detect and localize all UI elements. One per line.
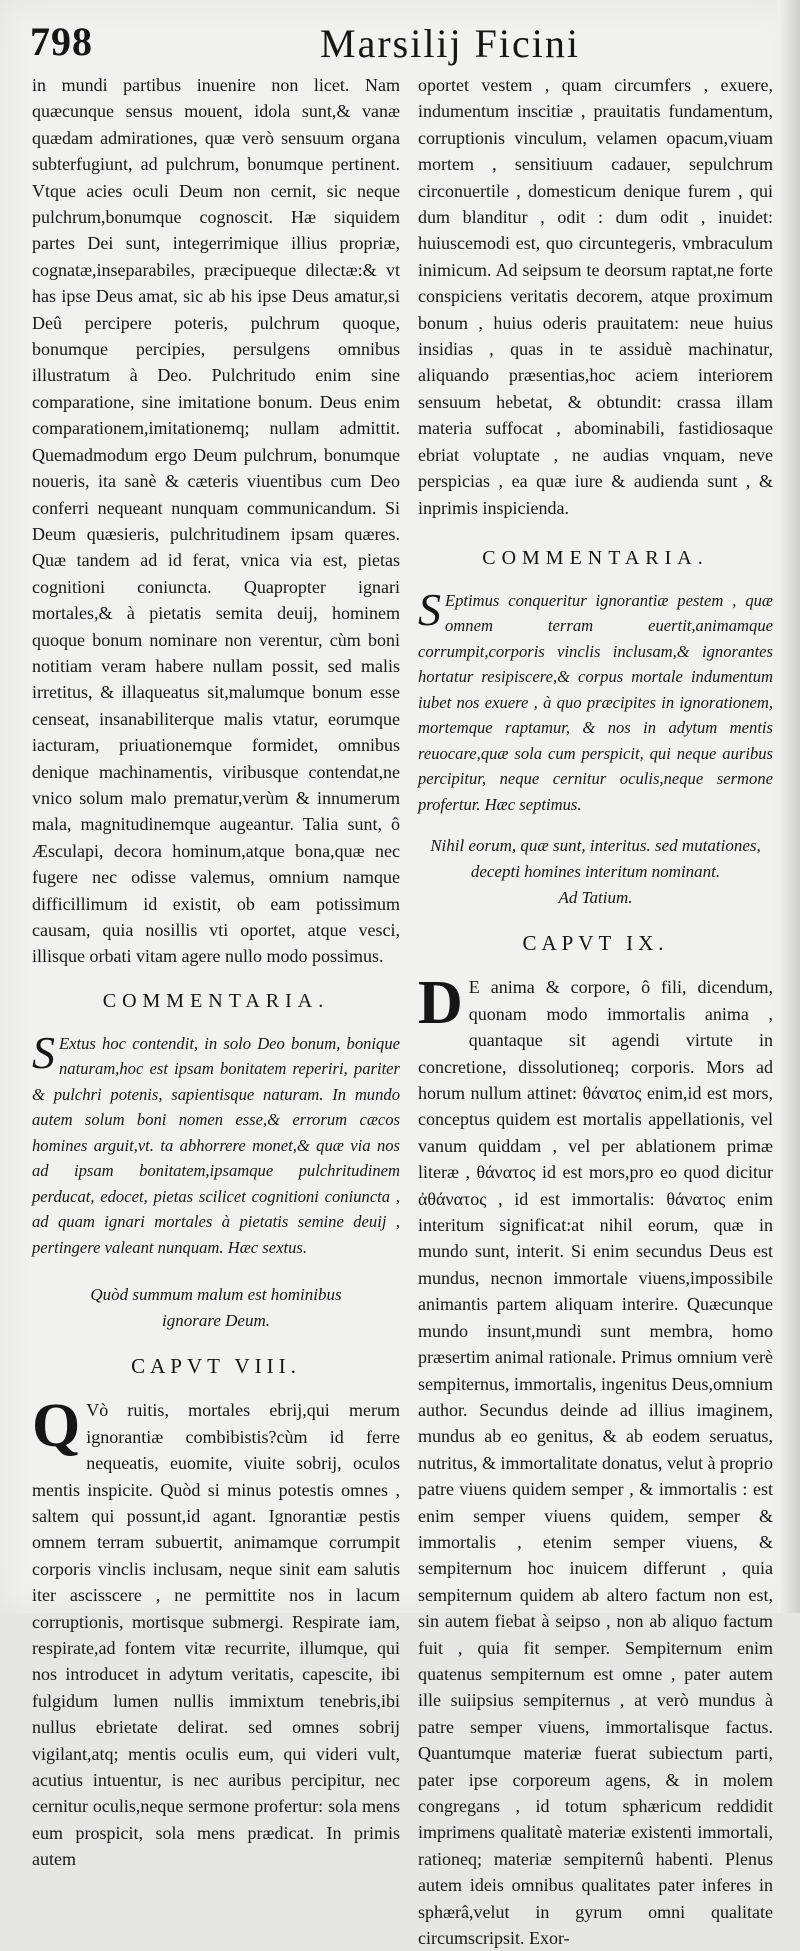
right-column: [418, 72, 773, 1951]
commentary-block: [32, 1026, 400, 1261]
drop-cap: S: [32, 1026, 55, 1078]
chapter-lemma: Quòd summum malum est hominibus ignorare Deum.: [90, 1285, 342, 1331]
chapter-lemma-sub: Ad Tatium.: [558, 888, 633, 908]
drop-cap: S: [418, 583, 441, 635]
page-gutter-shadow: [778, 0, 800, 1613]
drop-cap: Q: [32, 1392, 81, 1461]
page-number: 798: [30, 19, 93, 64]
commentaria-heading: COMMENTARIA.: [482, 546, 709, 569]
chapter-heading: CAPVT IX.: [522, 931, 669, 956]
commentary-block: [418, 583, 773, 818]
body-paragraph: oportet vestem , quam circumfers , exuere, indumentum inscitiæ , prauitatis fundamentum, corruptionis vinculum, velamen opacum,viuam mortem , sensitiuum cadauer, sepulchrum circonuertile , domesticum denique furem , qui dum blanditur , odit : dum odit , inuidet: huiuscemodi est, quo circuntegeris, vmbraculum inimicum. Ad seipsum te deorsum raptat,ne forte conspiciens veritatis decorem, atque proximum bonum , huius oderis prauitatem: neue huius insidias , quas in te assiduè machinatur, aliquando præsentias,hoc aciem interiorem sensuum hebetat, & obtundit: crassa illam materia suffocat , abominabili, fastidiosaque ebriat voluptate , ne audias vnquam, neve perspicias , ea quæ iure & audienda sunt , & inprimis inspicienda.: [418, 75, 773, 518]
commentary-text: Eptimus conqueritur ignorantiæ pestem , quæ omnem terram euertit,animamque corrumpit,corporis vinclis inclusam,& ignorantes hortatur resipiscere,& corpus mortale indumentum iubet nos exuere , à quo præcipites in ignorationem, mortemque raptamur, & nos in adytum mentis reuocare,quæ sola cum perspicit, qui neque auribus percipitur, neque cernitur oculis,neque sermone profertur. Hæc septimus.: [418, 590, 773, 814]
left-column: [32, 72, 400, 1873]
chapter-heading: CAPVT VIII.: [131, 1354, 301, 1379]
chapter-lemma: Nihil eorum, quæ sunt, interitus. sed mutationes, decepti homines interitum nominant.: [430, 836, 761, 882]
running-head: Marsilij Ficini: [320, 21, 580, 66]
chapter-text: E anima & corpore, ô fili, dicendum, quonam modo immortalis anima , quantaque sit agendi virtute in concretione, dissolutioneq; corporis. Mors ad horum nullum attinet: θάνατος enim,id est mors, conceptus quidem est mortalis appellationis, vel vanum quiddam , vel per ablationem primæ literæ , θάνατος id est mors,pro eo quod dicitur ἀθάνατος , id est immortalis: θάνατος enim interitum significat:at nihil eorum, quæ in mundo sunt, interit. Si enim secundus Deus est mundus, necnon immortale viuens,impossibile animantis partem aliquam interire. Quæcunque mundo insunt,mundi sunt membra, homo præsertim animal rationale. Primus omnium verè sempiternus, immortalis, ingenitus Deus,omnium author. Secundus deinde ad illius imaginem, mundus ab eo genitus, & ab eodem seruatus, nutritus, & immortalitate donatus, velut à proprio patre viuens quidem semper , & immortalis : est enim semper viuens quidem, semper & immortalis , etenim semper viuens, & sempiternum hoc inuicem differunt , quia sempiternum quidem ab altero factum non est, sin autem fiebat à seipso , non ab aliquo factum fuit , quia fit semper. Sempiternum enim quatenus sempiternum est omne , pater autem ille suiipsius sempiternus , at verò mundus à patre semper viuens, immortalisque factus. Quantumque materiæ fuerat subiectum parti, pater ipse corporeum agens, & in molem congregans , id totum sphæricum reddidit imprimens qualitatè materiæ existenti immortali, rationeq; materiæ sempiternû habenti. Plenus autem ideis omnibus qualitates pater inferes in sphærâ,velut in gyrum omni qualitate circumscripsit. Exor-: [418, 977, 773, 1949]
drop-cap: D: [418, 969, 463, 1038]
chapter-block: [418, 969, 773, 1951]
commentaria-heading: COMMENTARIA.: [102, 989, 330, 1012]
body-paragraph: in mundi partibus inuenire non licet. Nam quæcunque sensus mouent, idola sunt,& vanæ quædam admirationes, quæ verò sensuum organa subterfugiunt, ad pulchrum, bonumque pertinent. Vtque acies oculi Deum non cernit, sic neque pulchrum,bonumque cognoscit. Hæ siquidem partes Dei sunt, integerrimique illius propriæ, cognatæ,inseparabiles, præcipueque dilectæ:& vt has ipse Deus amat, sic ab his ipse Deus amatur,si Deû percipere poteris, pulchrum quoque, bonumque percipies, persulgens omnibus illustratum à Deo. Pulchritudo enim sine comparatione, sine imitatione bonum. Deus enim comparationem,imitationemq; nullam admittit. Quemadmodum ergo Deum pulchrum, bonumque noueris, ita sanè & cæteris viuentibus cum Deo conferri nequeant nunquam communicandum. Si Deum quæsieris, pulchritudinem ipsam quæres. Quæ tandem ad id ferat, vnica via est, pietas cognitioni coniuncta. Quapropter ignari mortales,& à pietatis semita deuij, hominem quoque bonum nominare non verentur, cùm boni notitiam veram habere nullam possit, sed malis irretitus, & illaqueatus sit,malumque bonum esse censeat, insanabiliterque malis vtatur, eorumque iacturam, priuationemque formidet, omnibus denique machinamentis, viribusque contendat,ne vnico solum malo prematur,verùm & innumerum mala, magnitudinemque augeantur. Talia sunt, ô Æsculapi, decora hominum,atque bona,quæ nec fugere nec odisse valemus, omnium namque difficillimum id existit, ob eam potissimum causam, quia nosillis vti oportet, atque vesci, illisque orbati vitam agere nullo modo possimus.: [32, 75, 400, 967]
chapter-text: Vò ruitis, mortales ebrij,qui merum ignorantiæ combibistis?cùm id ferre nequeatis, euomite, viuite sobrij, oculos mentis inspicite. Quòd si minus potestis omnes , saltem qui possunt,id agant. Ignorantiæ pestis omnem terram subuertit, animamque corrumpit corporis vinclis inclusam, neque sinit eam salutis iter ascisscere , ne permittite nos in lacum corruptionis, mortisque submergi. Respirate iam, respirate,ad fontem vitæ recurrite, illumque, qui nos introducet in adytum veritatis, capescite, ibi fulgidum lumen nullis immixtum tenebris,ibi nullus ebrietate delirat. sed omnes sobrij vigilant,atq; mentis oculis eum, qui videri vult, acutius intuentur, is nec auribus percipitur, nec cernitur oculis,neque sermone profertur: sola mens eum prospicit, sola mens prædicat. In primis autem: [32, 1400, 400, 1870]
commentary-text: Extus hoc contendit, in solo Deo bonum, bonique naturam,hoc est ipsam bonitatem reperiri, pariter & pulchri potenis, sapientisque naturam. In mundo autem solum boni nomen esse,& errorum cæcos homines arguit,vt. ta abhorrere monet,& quæ via nos ad ipsam bonitatem,ipsamque pulchritudinem perducat, edocet, pietas scilicet cognitioni coniuncta , ad quam ignari mortales à pietatis semine deuij , pertingere valeant nunquam. Hæc sextus.: [32, 1033, 400, 1257]
chapter-block: [32, 1392, 400, 1872]
